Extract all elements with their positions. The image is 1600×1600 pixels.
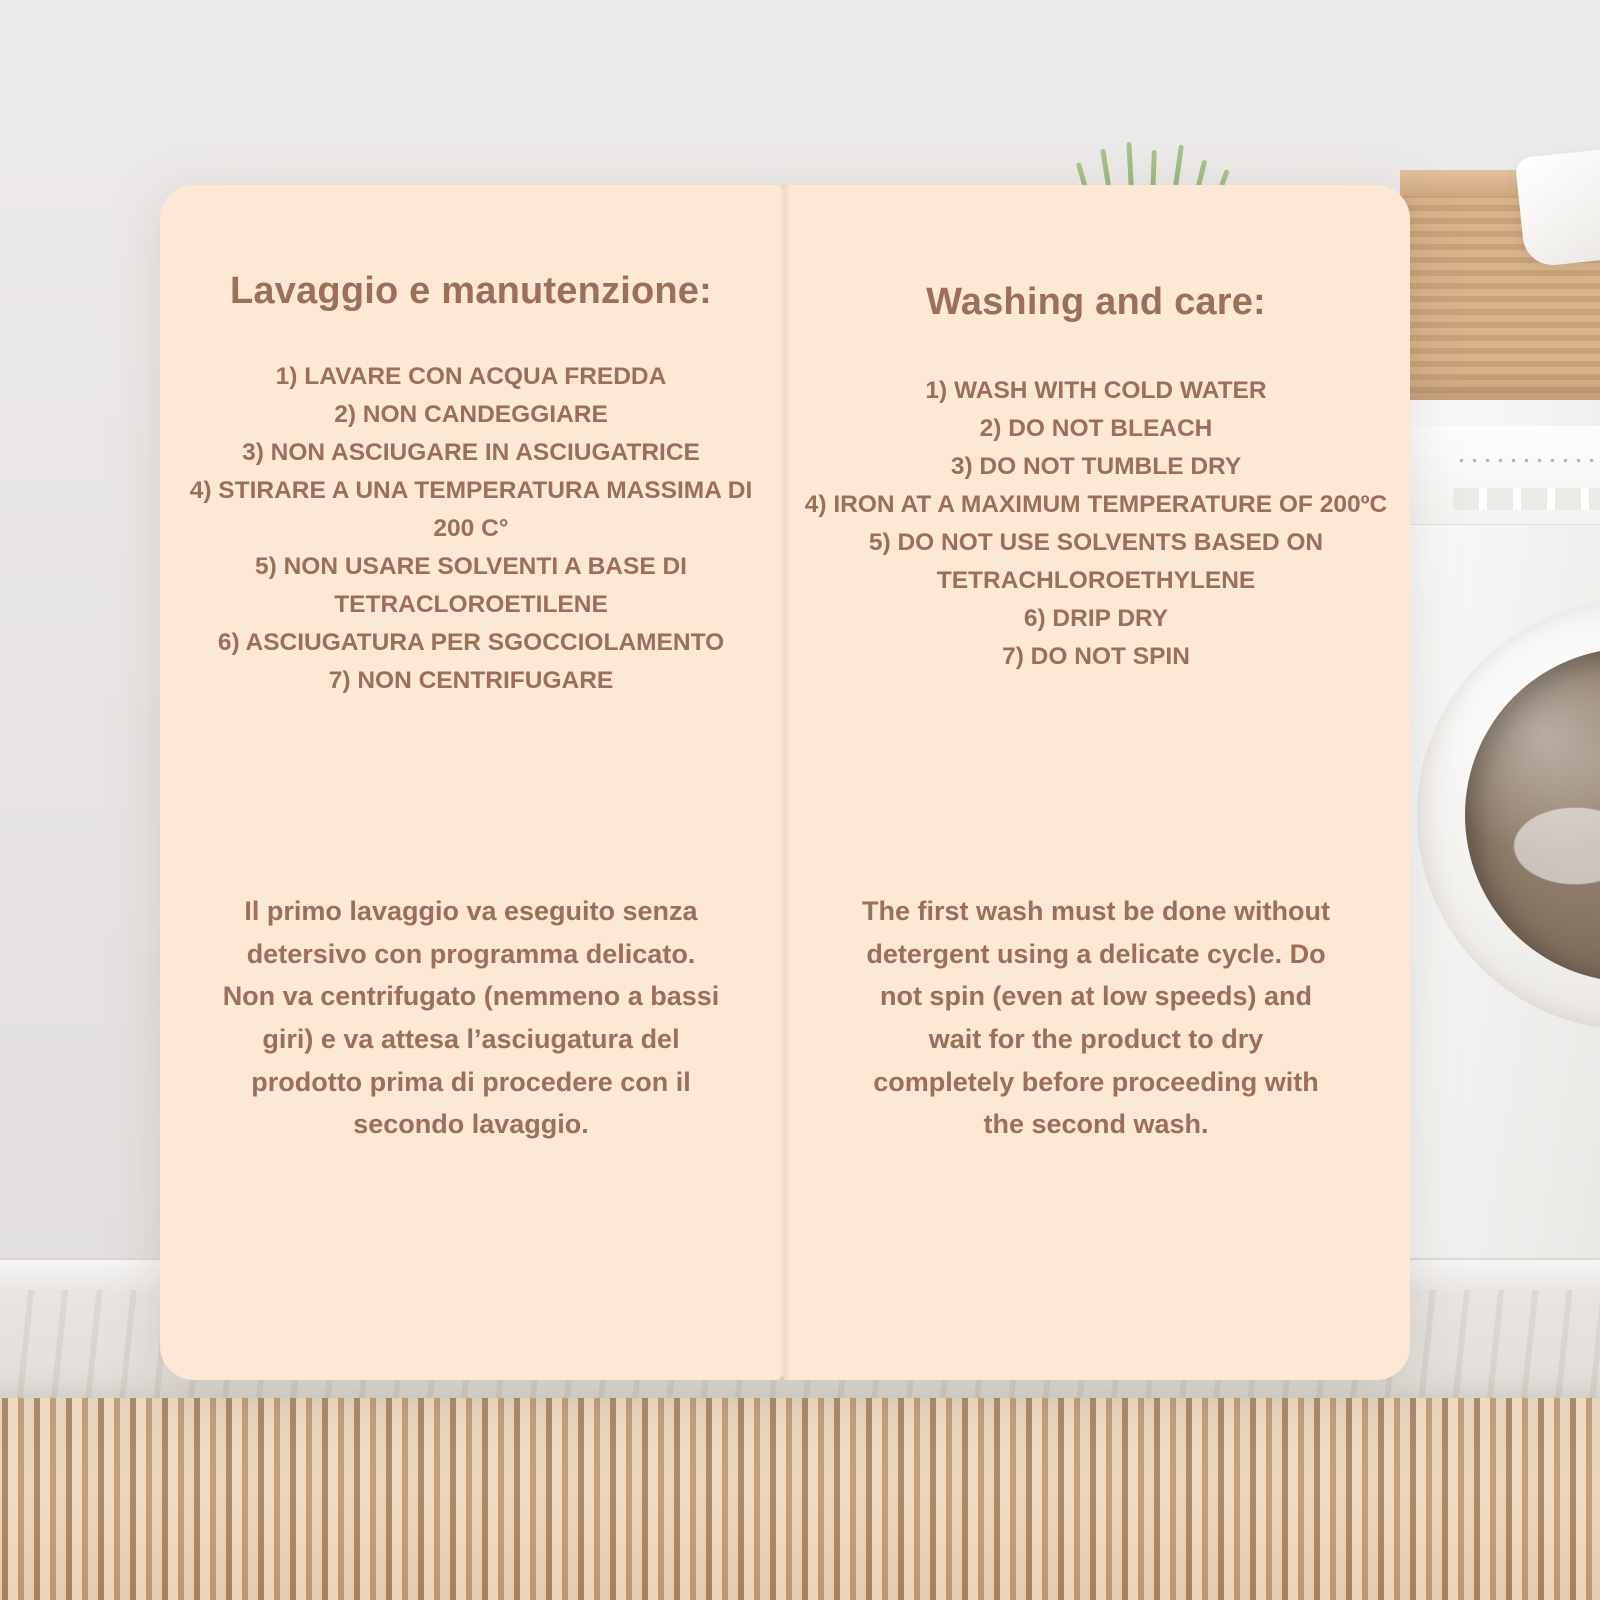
card-page-english bbox=[782, 185, 1410, 1380]
care-step: 1) WASH WITH COLD WATER bbox=[925, 377, 1267, 404]
care-step: 2) NON CANDEGGIARE bbox=[334, 400, 608, 428]
panel-display-dots bbox=[1455, 454, 1600, 468]
rug-shading bbox=[0, 1398, 1600, 1600]
care-steps-italian bbox=[160, 358, 782, 700]
machine-control-panel bbox=[1395, 426, 1600, 525]
care-step: 7) NON CENTRIFUGARE bbox=[328, 666, 614, 694]
washing-machine bbox=[1395, 400, 1600, 1300]
care-step: 6) ASCIUGATURA PER SGOCCIOLAMENTO bbox=[217, 628, 725, 656]
care-step: 1) LAVARE CON ACQUA FREDDA bbox=[275, 363, 667, 390]
care-step: 2) DO NOT BLEACH bbox=[979, 414, 1213, 442]
card-fold-gutter bbox=[780, 185, 790, 1380]
page-title-english: Washing and care: bbox=[926, 281, 1266, 323]
care-step: 4) IRON AT A MAXIMUM TEMPERATURE OF 200ºC bbox=[804, 490, 1388, 518]
care-step: 3) NON ASCIUGARE IN ASCIUGATRICE bbox=[242, 438, 700, 466]
card-page-italian bbox=[160, 185, 782, 1380]
panel-buttons bbox=[1453, 488, 1600, 510]
first-wash-note-english: The first wash must be done without detergent using a delicate cycle. Do not spin (even at low speeds) and wait for the product to dry completely before proceeding with the second wash. bbox=[861, 896, 1331, 1140]
care-step: 7) DO NOT SPIN bbox=[1002, 642, 1190, 670]
care-step: 4) STIRARE A UNA TEMPERATURA MASSIMA DI 200 C° bbox=[189, 476, 753, 542]
care-step: 5) NON USARE SOLVENTI A BASE DI TETRACLOROETILENE bbox=[255, 552, 687, 618]
care-steps-english bbox=[782, 372, 1410, 676]
care-instructions-card bbox=[160, 185, 1410, 1380]
first-wash-note-italian: Il primo lavaggio va eseguito senza detersivo con programma delicato. Non va centrifugato (nemmeno a bassi giri) e va attesa l’asciugatura del prodotto prima di procedere con il secondo lavaggio. bbox=[222, 896, 720, 1140]
care-step: 3) DO NOT TUMBLE DRY bbox=[950, 452, 1242, 480]
care-step: 6) DRIP DRY bbox=[1023, 604, 1169, 632]
machine-door-glass bbox=[1465, 648, 1600, 982]
folded-cloth bbox=[1515, 146, 1600, 268]
laundry-basket bbox=[1400, 170, 1600, 400]
striped-rug bbox=[0, 1398, 1600, 1600]
glass-glare bbox=[1465, 648, 1600, 858]
care-step: 5) DO NOT USE SOLVENTS BASED ON TETRACHLOROETHYLENE bbox=[868, 528, 1324, 594]
page-title-italian: Lavaggio e manutenzione: bbox=[230, 270, 712, 312]
